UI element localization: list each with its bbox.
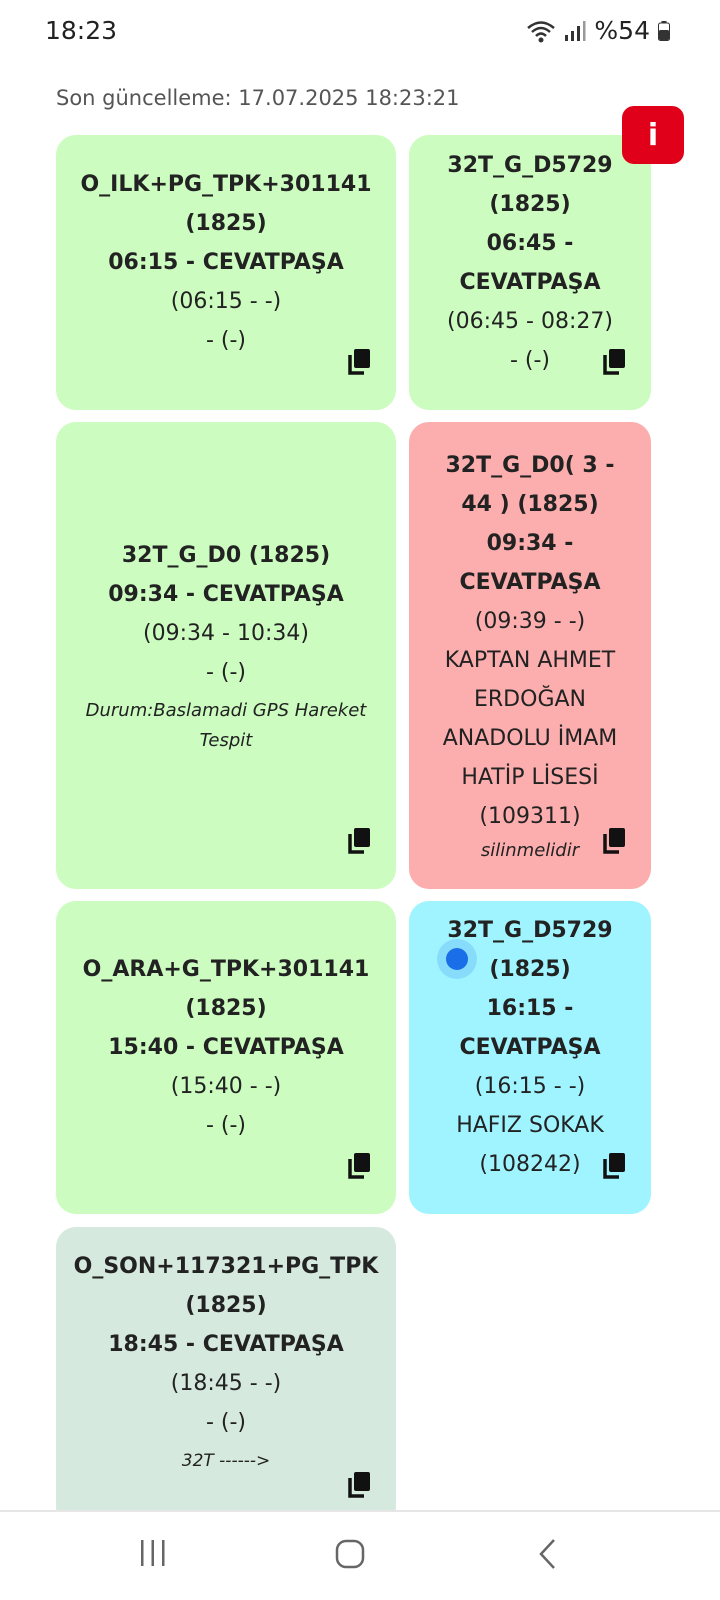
trip-time-range: (06:15 - -) [170,289,282,314]
trip-stop-name: HAFIZ SOKAK [456,1113,604,1138]
copy-icon[interactable] [601,348,627,376]
copy-icon[interactable] [346,348,372,376]
trip-time: 09:34 - CEVATPAŞA [108,581,344,607]
status-time: 18:23 [45,16,118,45]
trip-card[interactable] [56,1227,396,1527]
wifi-icon [526,19,556,43]
trip-detail: - (-) [509,347,551,373]
trip-time-range: (18:45 - -) [170,1371,282,1396]
trip-detail: - (-) [205,1113,247,1138]
copy-icon[interactable] [346,1471,372,1499]
trip-destination: CEVATPAŞA [459,269,601,295]
trip-detail: - (-) [205,1410,247,1435]
trip-title: O_ARA+G_TPK+301141 [82,957,370,982]
trip-time-range: (15:40 - -) [170,1074,282,1099]
trip-title: 44 ) (1825) [461,491,599,517]
recent-apps-icon[interactable] [138,1538,168,1568]
trip-status-note: silinmelidir [480,839,580,861]
trip-status-note: Durum:Baslamadi GPS Hareket Tespit [85,699,367,751]
trip-card[interactable] [56,422,396,889]
trip-title: (1825) [185,996,267,1021]
trip-card[interactable] [409,135,651,410]
trip-time-range: (09:39 - -) [474,608,586,634]
trip-stop-code: (108242) [479,1152,581,1177]
trip-title: O_SON+117321+PG_TPK [73,1254,379,1279]
trip-stop-name: ERDOĞAN [474,686,586,712]
signal-icon [564,20,586,42]
trip-time: 06:15 - CEVATPAŞA [108,250,344,275]
last-update-label: Son güncelleme: 17.07.2025 18:23:21 [56,86,460,110]
trip-destination: CEVATPAŞA [459,569,601,595]
copy-icon[interactable] [346,827,372,855]
battery-icon [658,21,670,41]
trip-stop-name: ANADOLU İMAM [442,725,618,751]
trip-time: 06:45 - [486,230,574,256]
copy-icon[interactable] [346,1152,372,1180]
trip-card[interactable] [409,422,651,889]
trip-detail: - (-) [205,328,247,353]
trip-card[interactable] [56,135,396,410]
status-bar [0,0,720,64]
trip-stop-code: (109311) [479,803,581,829]
trip-title: (1825) [489,191,571,217]
trip-title: (1825) [185,211,267,236]
copy-icon[interactable] [601,1152,627,1180]
back-icon[interactable] [536,1538,558,1570]
trip-title: 32T_G_D5729 [447,152,613,178]
trip-time: 15:40 - CEVATPAŞA [108,1035,344,1060]
trip-title: (1825) [489,957,571,982]
trip-time: 18:45 - CEVATPAŞA [108,1332,344,1357]
trip-title: 32T_G_D0 (1825) [121,542,331,568]
trip-title: 32T_G_D0( 3 - [445,452,615,478]
copy-icon[interactable] [601,827,627,855]
trip-detail: - (-) [205,659,247,685]
trip-card[interactable] [409,901,651,1214]
trip-card[interactable] [56,901,396,1214]
status-icons [526,16,670,45]
battery-percent: %54 [594,16,650,45]
trip-status-note: 32T ------> [181,1451,271,1471]
home-icon[interactable] [334,1538,366,1570]
trip-stop-name: KAPTAN AHMET [444,647,616,673]
trip-title: O_ILK+PG_TPK+301141 [80,172,372,197]
trip-time-range: (09:34 - 10:34) [143,620,309,646]
trip-time: 09:34 - [486,530,574,556]
trip-time-range: (16:15 - -) [474,1074,586,1099]
info-button[interactable]: i [622,106,684,164]
touch-indicator [446,948,468,970]
trip-time: 16:15 - [486,996,574,1021]
trip-destination: CEVATPAŞA [459,1035,601,1060]
system-nav-bar [0,1510,720,1600]
trip-time-range: (06:45 - 08:27) [447,308,613,334]
trip-title: (1825) [185,1293,267,1318]
trip-stop-name: HATİP LİSESİ [461,764,599,790]
trip-title: 32T_G_D5729 [447,918,613,943]
